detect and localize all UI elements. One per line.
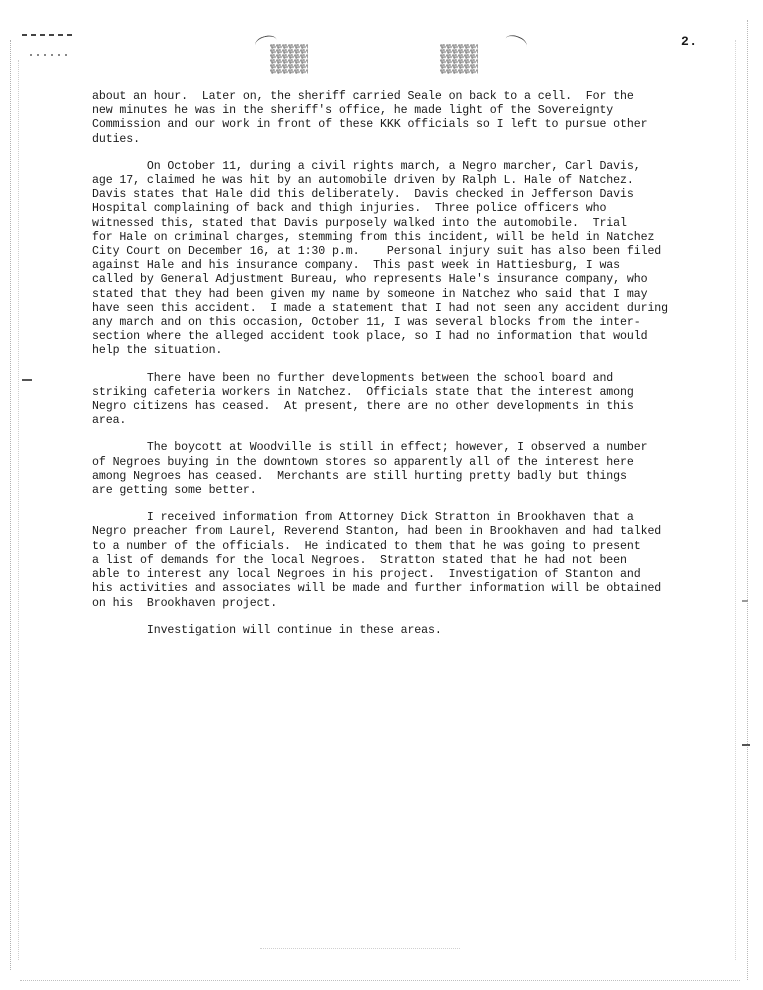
paragraph xyxy=(92,90,692,147)
margin-tick xyxy=(742,600,748,602)
text-line: have seen this accident. I made a statement that I had not seen any accident during xyxy=(92,301,669,315)
scan-edge-right xyxy=(747,20,749,980)
closing-line: Investigation will continue in these areas. xyxy=(92,623,442,637)
text-line: section where the alleged accident took place, so I had no information that would xyxy=(92,330,648,344)
scan-mark-top-left-faint xyxy=(30,54,70,56)
text-line: area. xyxy=(92,414,127,428)
text-line: The boycott at Woodville is still in effect; however, I observed a number xyxy=(92,441,648,455)
text-line: to a number of the officials. He indicated to them that he was going to present xyxy=(92,539,641,553)
paragraph xyxy=(92,160,692,359)
document-body xyxy=(92,90,692,638)
scan-smudge-bottom xyxy=(260,948,460,950)
page-number: 2. xyxy=(681,34,698,49)
text-line: Davis states that Hale did this deliberately. Davis checked in Jefferson Davis xyxy=(92,188,634,202)
text-line: striking cafeteria workers in Natchez. Officials state that the interest among xyxy=(92,385,634,399)
paragraph xyxy=(92,441,692,498)
text-line: I received information from Attorney Dick Stratton in Brookhaven that a xyxy=(92,511,634,525)
text-line: a list of demands for the local Negroes. Stratton stated that he had not been xyxy=(92,553,627,567)
text-line: Negro citizens has ceased. At present, there are no other developments in this xyxy=(92,400,634,414)
margin-tick xyxy=(22,379,32,381)
text-line: on his Brookhaven project. xyxy=(92,596,278,610)
scan-edge-bottom xyxy=(20,980,740,982)
text-line: for Hale on criminal charges, stemming from this incident, will be held in Natchez xyxy=(92,230,655,244)
text-line: his activities and associates will be made and further information will be obtained xyxy=(92,582,662,596)
text-line: able to interest any local Negroes in his project. Investigation of Stanton and xyxy=(92,568,641,582)
paragraph xyxy=(92,372,692,429)
staple-arc-right xyxy=(503,33,528,53)
text-line: are getting some better. xyxy=(92,484,257,498)
text-line: against Hale and his insurance company. This past week in Hattiesburg, I was xyxy=(92,259,621,273)
text-line: new minutes he was in the sheriff's office, he made light of the Sovereignty xyxy=(92,104,614,118)
text-line: help the situation. xyxy=(92,344,223,358)
text-line: age 17, claimed he was hit by an automobile driven by Ralph L. Hale of Natchez. xyxy=(92,174,634,188)
text-line: Hospital complaining of back and thigh injuries. Three police officers who xyxy=(92,202,607,216)
text-line: about an hour. Later on, the sheriff carried Seale on back to a cell. For the xyxy=(92,90,634,103)
text-line: stated that they had been given my name by someone in Natchez who said that I may xyxy=(92,287,648,301)
text-line: duties. xyxy=(92,132,141,146)
scan-edge-left xyxy=(10,40,12,970)
staple-mark-right xyxy=(440,44,478,74)
staple-mark-left xyxy=(270,44,308,74)
scan-edge-right-inner xyxy=(735,40,737,960)
text-line: among Negroes has ceased. Merchants are still hurting pretty badly but things xyxy=(92,469,627,483)
text-line: of Negroes buying in the downtown stores so apparently all of the interest here xyxy=(92,455,634,469)
scan-mark-top-left xyxy=(22,34,72,36)
text-line: Negro preacher from Laurel, Reverend Stanton, had been in Brookhaven and had talked xyxy=(92,525,662,539)
text-line: called by General Adjustment Bureau, who represents Hale's insurance company, who xyxy=(92,273,648,287)
margin-tick xyxy=(742,744,750,746)
paragraph xyxy=(92,511,692,610)
scan-edge-left-inner xyxy=(18,60,20,960)
text-line: On October 11, during a civil rights march, a Negro marcher, Carl Davis, xyxy=(92,159,641,173)
text-line: witnessed this, stated that Davis purposely walked into the automobile. Trial xyxy=(92,216,627,230)
text-line: City Court on December 16, at 1:30 p.m. Personal injury suit has also been filed xyxy=(92,245,662,259)
text-line: Commission and our work in front of these KKK officials so I left to pursue other xyxy=(92,118,648,132)
text-line: any march and on this occasion, October 11, I was several blocks from the inter- xyxy=(92,316,641,330)
text-line: There have been no further developments between the school board and xyxy=(92,371,614,385)
